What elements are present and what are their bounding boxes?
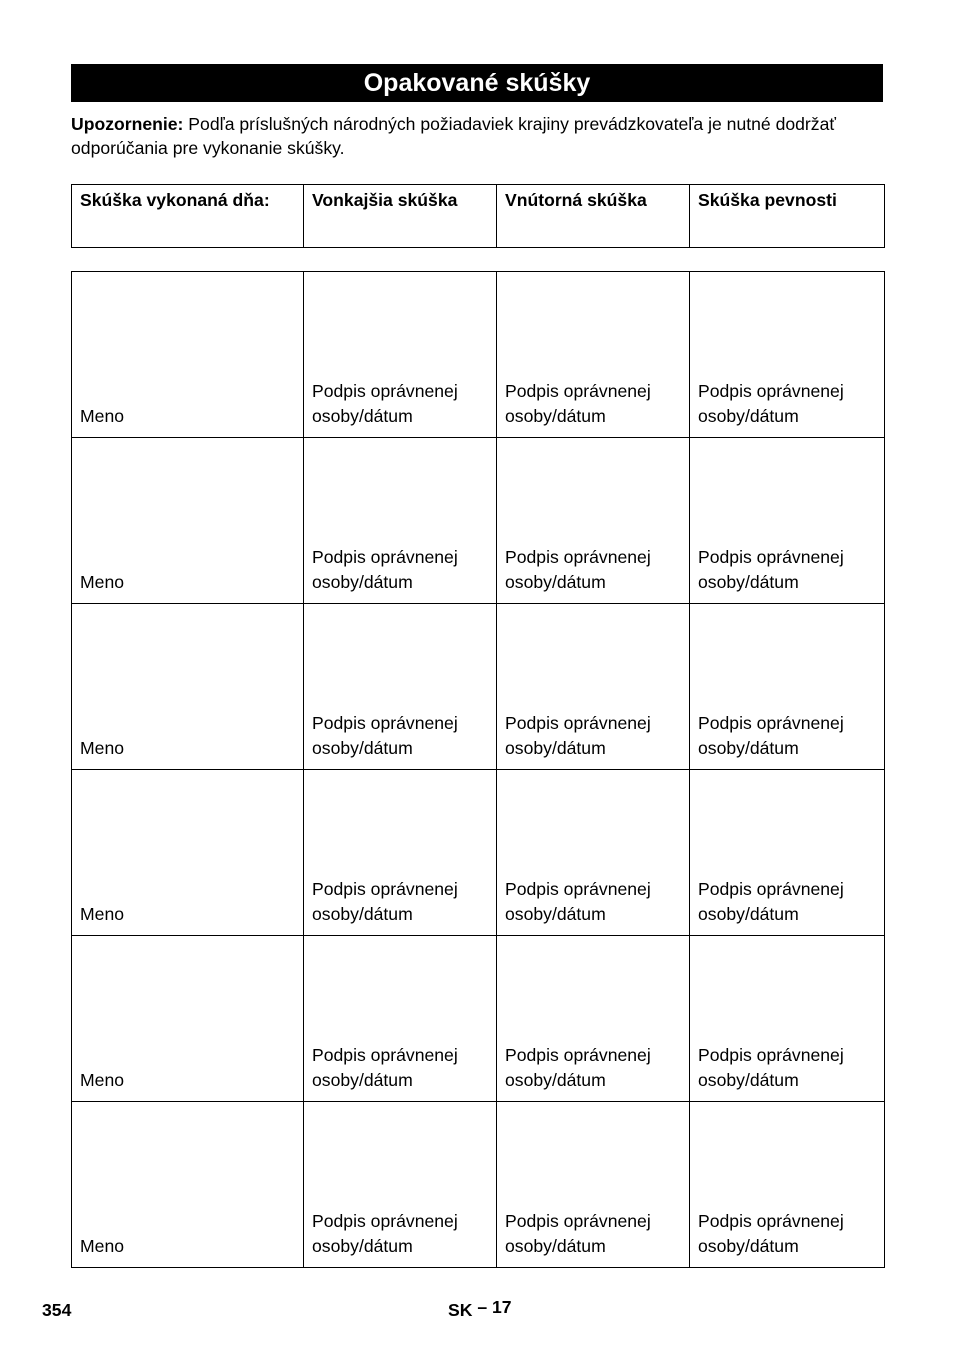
title-bar [71,64,883,102]
header-strength-test: Skúška pevnosti [690,185,885,248]
signature-cell: Podpis oprávnenej osoby/dátum [304,770,497,936]
test-record-table [71,271,885,1268]
name-cell: Meno [72,272,304,438]
test-header-table [71,184,885,248]
table-row [72,604,885,770]
table-row [72,936,885,1102]
table-row [72,1102,885,1268]
signature-cell: Podpis oprávnenej osoby/dátum [304,936,497,1102]
signature-cell: Podpis oprávnenej osoby/dátum [304,272,497,438]
signature-cell: Podpis oprávnenej osoby/dátum [497,1102,690,1268]
header-date: Skúška vykonaná dňa: [72,185,304,248]
name-cell: Meno [72,604,304,770]
header-external-test: Vonkajšia skúška [304,185,497,248]
signature-cell: Podpis oprávnenej osoby/dátum [497,438,690,604]
section-page-label [448,1297,512,1318]
signature-cell: Podpis oprávnenej osoby/dátum [304,438,497,604]
table-row [72,272,885,438]
section-page-number: – 17 [477,1297,512,1317]
signature-cell: Podpis oprávnenej osoby/dátum [497,770,690,936]
page-title: Opakované skúšky [363,68,591,97]
signature-cell: Podpis oprávnenej osoby/dátum [690,1102,885,1268]
note-paragraph [71,112,886,160]
signature-cell: Podpis oprávnenej osoby/dátum [497,272,690,438]
signature-cell: Podpis oprávnenej osoby/dátum [304,604,497,770]
name-cell: Meno [72,438,304,604]
signature-cell: Podpis oprávnenej osoby/dátum [690,770,885,936]
header-row [72,185,885,248]
page-number: 354 [42,1300,72,1320]
note-label: Upozornenie: [71,114,184,134]
name-cell: Meno [72,1102,304,1268]
name-cell: Meno [72,770,304,936]
note-text: Podľa príslušných národných požiadaviek krajiny prevádzkovateľa je nutné dodržať odporúčania pre vykonanie skúšky. [71,114,836,158]
table-row [72,770,885,936]
signature-cell: Podpis oprávnenej osoby/dátum [690,438,885,604]
table-row [72,438,885,604]
header-internal-test: Vnútorná skúška [497,185,690,248]
signature-cell: Podpis oprávnenej osoby/dátum [497,604,690,770]
signature-cell: Podpis oprávnenej osoby/dátum [690,936,885,1102]
language-code: SK [448,1300,473,1320]
signature-cell: Podpis oprávnenej osoby/dátum [690,272,885,438]
signature-cell: Podpis oprávnenej osoby/dátum [304,1102,497,1268]
signature-cell: Podpis oprávnenej osoby/dátum [497,936,690,1102]
signature-cell: Podpis oprávnenej osoby/dátum [690,604,885,770]
name-cell: Meno [72,936,304,1102]
